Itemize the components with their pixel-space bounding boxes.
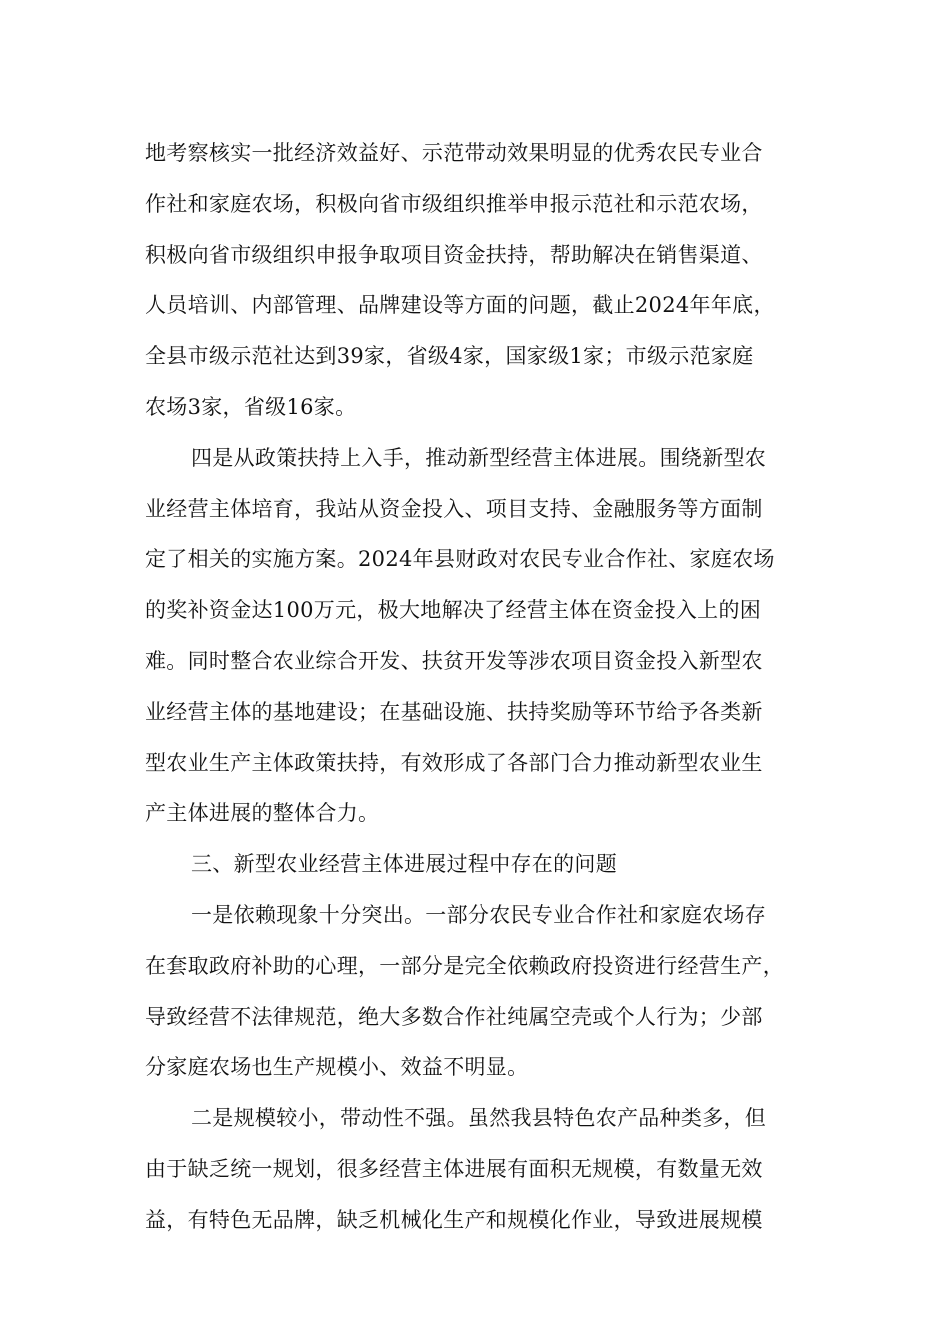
paragraph-start-line: 四是从政策扶持上入手，推动新型经营主体进展。围绕新型农 <box>191 445 767 470</box>
text-line: 地考察核实一批经济效益好、示范带动效果明显的优秀农民专业合 <box>145 141 763 165</box>
text-line: 农场3家，省级16家。 <box>145 394 357 419</box>
paragraph-start-line: 一是依赖现象十分突出。一部分农民专业合作社和家庭农场存 <box>191 902 767 927</box>
text-line: 业经营主体的基地建设；在基础设施、扶持奖励等环节给予各类新 <box>145 699 763 724</box>
text-line: 的奖补资金达100万元，极大地解决了经营主体在资金投入上的困 <box>145 598 762 623</box>
text-line: 作社和家庭农场，积极向省市级组织推举申报示范社和示范农场， <box>145 191 763 216</box>
text-line: 全县市级示范社达到39家，省级4家，国家级1家；市级示范家庭 <box>145 344 754 369</box>
text-line: 难。同时整合农业综合开发、扶贫开发等涉农项目资金投入新型农 <box>145 648 763 673</box>
text-line: 定了相关的实施方案。2024年县财政对农民专业合作社、家庭农场 <box>145 547 775 572</box>
text-line: 型农业生产主体政策扶持，有效形成了各部门合力推动新型农业生 <box>145 750 763 775</box>
text-line: 产主体进展的整体合力。 <box>145 801 380 826</box>
text-line: 由于缺乏统一规划，很多经营主体进展有面积无规模，有数量无效 <box>145 1156 763 1181</box>
text-line: 业经营主体培育，我站从资金投入、项目支持、金融服务等方面制 <box>145 496 763 521</box>
text-line: 导致经营不法律规范，绝大多数合作社纯属空壳或个人行为；少部 <box>145 1004 763 1029</box>
text-line: 益，有特色无品牌，缺乏机械化生产和规模化作业，导致进展规模 <box>145 1207 763 1232</box>
paragraph-start-line: 二是规模较小，带动性不强。虽然我县特色农产品种类多，但 <box>191 1106 767 1131</box>
text-line: 分家庭农场也生产规模小、效益不明显。 <box>145 1055 529 1080</box>
document-body <box>145 128 825 1246</box>
section-heading: 三、新型农业经营主体进展过程中存在的问题 <box>191 852 617 877</box>
text-line: 积极向省市级组织申报争取项目资金扶持，帮助解决在销售渠道、 <box>145 242 763 267</box>
text-line: 在套取政府补助的心理，一部分是完全依赖政府投资进行经营生产， <box>145 953 784 978</box>
text-line: 人员培训、内部管理、品牌建设等方面的问题，截止2024年年底， <box>145 293 775 318</box>
